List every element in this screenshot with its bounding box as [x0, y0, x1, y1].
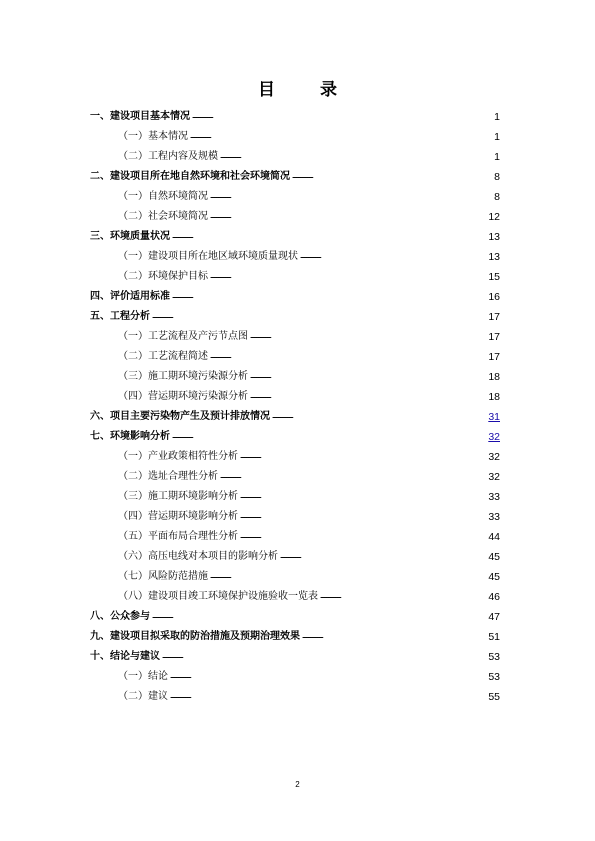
- dot-leader: [280, 553, 486, 563]
- toc-page-number: 1: [494, 111, 500, 123]
- toc-subsection-entry[interactable]: [90, 686, 500, 706]
- toc-page-number: 45: [488, 551, 500, 563]
- toc-section-entry[interactable]: [90, 406, 500, 426]
- toc-entry-text: （八）建设项目竣工环境保护设施验收一览表: [118, 591, 318, 602]
- toc-page-number: 33: [488, 511, 500, 523]
- toc-page-number: 51: [488, 631, 500, 643]
- toc-section-entry[interactable]: [90, 166, 500, 186]
- dot-leader: [152, 313, 486, 323]
- toc-page-number: 44: [488, 531, 500, 543]
- toc-page-number: 17: [488, 331, 500, 343]
- page-number: 2: [295, 780, 300, 789]
- toc-entry-text: （一）基本情况: [118, 131, 188, 142]
- dot-leader: [210, 353, 486, 363]
- toc-subsection-entry[interactable]: [90, 346, 500, 366]
- toc-entry-text: 七、环境影响分析: [90, 431, 170, 442]
- toc-subsection-entry[interactable]: [90, 586, 500, 606]
- toc-subsection-entry[interactable]: [90, 146, 500, 166]
- toc-subsection-entry[interactable]: [90, 566, 500, 586]
- toc-page-number: 8: [494, 171, 500, 183]
- toc-entry-text: 九、建设项目拟采取的防治措施及预期治理效果: [90, 631, 300, 642]
- dot-leader: [240, 513, 486, 523]
- toc-entry-text: （一）工艺流程及产污节点图: [118, 331, 248, 342]
- dot-leader: [250, 333, 486, 343]
- dot-leader: [300, 253, 486, 263]
- toc-entry-text: （二）建议: [118, 691, 168, 702]
- dot-leader: [210, 273, 486, 283]
- dot-leader: [172, 293, 486, 303]
- dot-leader: [240, 533, 486, 543]
- dot-leader: [210, 573, 486, 583]
- toc-entry-text: 五、工程分析: [90, 311, 150, 322]
- dot-leader: [250, 373, 486, 383]
- toc-entry-text: （一）结论: [118, 671, 168, 682]
- dot-leader: [170, 693, 486, 703]
- toc-page-number: 18: [488, 371, 500, 383]
- dot-leader: [272, 413, 486, 423]
- toc-subsection-entry[interactable]: [90, 526, 500, 546]
- toc-entry-text: （二）环境保护目标: [118, 271, 208, 282]
- dot-leader: [170, 673, 486, 683]
- dot-leader: [220, 473, 486, 483]
- toc-entry-text: （二）工程内容及规模: [118, 151, 218, 162]
- toc-subsection-entry[interactable]: [90, 266, 500, 286]
- toc-subsection-entry[interactable]: [90, 466, 500, 486]
- toc-entry-text: （二）选址合理性分析: [118, 471, 218, 482]
- toc-subsection-entry[interactable]: [90, 546, 500, 566]
- dot-leader: [292, 173, 492, 183]
- dot-leader: [172, 233, 486, 243]
- toc-page-number: 18: [488, 391, 500, 403]
- toc-page-number: 47: [488, 611, 500, 623]
- toc-entry-text: 十、结论与建议: [90, 651, 160, 662]
- dot-leader: [250, 393, 486, 403]
- toc-subsection-entry[interactable]: [90, 206, 500, 226]
- toc-page-number: 1: [494, 131, 500, 143]
- toc-entry-text: （四）营运期环境污染源分析: [118, 391, 248, 402]
- dot-leader: [240, 493, 486, 503]
- toc-section-entry[interactable]: [90, 286, 500, 306]
- toc-entry-text: （四）营运期环境影响分析: [118, 511, 238, 522]
- toc-page-number: 1: [494, 151, 500, 163]
- toc-page-number: 17: [488, 311, 500, 323]
- dot-leader: [152, 613, 486, 623]
- toc-page-number: 53: [488, 651, 500, 663]
- toc-section-entry[interactable]: [90, 426, 500, 446]
- toc-section-entry[interactable]: [90, 646, 500, 666]
- toc-page-number: 53: [488, 671, 500, 683]
- toc-entry-text: （三）施工期环境影响分析: [118, 491, 238, 502]
- toc-entry-text: （三）施工期环境污染源分析: [118, 371, 248, 382]
- toc-page-number: 15: [488, 271, 500, 283]
- toc-subsection-entry[interactable]: [90, 506, 500, 526]
- dot-leader: [302, 633, 486, 643]
- toc-entry-text: 三、环境质量状况: [90, 231, 170, 242]
- toc-subsection-entry[interactable]: [90, 486, 500, 506]
- toc-page-number: 17: [488, 351, 500, 363]
- toc-subsection-entry[interactable]: [90, 126, 500, 146]
- toc-page-number: 45: [488, 571, 500, 583]
- toc-entry-text: （七）风险防范措施: [118, 571, 208, 582]
- toc-page-number: 32: [488, 471, 500, 483]
- toc-subsection-entry[interactable]: [90, 666, 500, 686]
- dot-leader: [210, 213, 486, 223]
- toc-section-entry[interactable]: [90, 306, 500, 326]
- toc-page-number: 16: [488, 291, 500, 303]
- toc-page-number: 32: [488, 451, 500, 463]
- toc-subsection-entry[interactable]: [90, 366, 500, 386]
- toc-subsection-entry[interactable]: [90, 246, 500, 266]
- toc-entry-text: （一）自然环境简况: [118, 191, 208, 202]
- toc-page-number: 33: [488, 491, 500, 503]
- toc-page-link[interactable]: 31: [488, 411, 500, 423]
- toc-section-entry[interactable]: [90, 606, 500, 626]
- toc-entry-text: （一）产业政策相符性分析: [118, 451, 238, 462]
- toc-subsection-entry[interactable]: [90, 326, 500, 346]
- toc-page-number: 12: [488, 211, 500, 223]
- toc-entry-text: （二）社会环境简况: [118, 211, 208, 222]
- toc-page-number: 46: [488, 591, 500, 603]
- toc-subsection-entry[interactable]: [90, 446, 500, 466]
- toc-page-number: 55: [488, 691, 500, 703]
- toc-title: 目 录: [258, 80, 351, 100]
- toc-section-entry[interactable]: [90, 626, 500, 646]
- toc-subsection-entry[interactable]: [90, 186, 500, 206]
- dot-leader: [240, 453, 486, 463]
- dot-leader: [172, 433, 486, 443]
- dot-leader: [192, 113, 492, 123]
- table-of-contents: [90, 106, 500, 706]
- toc-entry-text: （五）平面布局合理性分析: [118, 531, 238, 542]
- toc-page-number: 13: [488, 251, 500, 263]
- toc-section-entry[interactable]: [90, 226, 500, 246]
- dot-leader: [320, 593, 486, 603]
- toc-page-number: 13: [488, 231, 500, 243]
- toc-entry-text: （一）建设项目所在地区域环境质量现状: [118, 251, 298, 262]
- toc-entry-text: （二）工艺流程简述: [118, 351, 208, 362]
- toc-entry-text: 一、建设项目基本情况: [90, 111, 190, 122]
- toc-entry-text: 二、建设项目所在地自然环境和社会环境简况: [90, 171, 290, 182]
- toc-entry-text: 八、公众参与: [90, 611, 150, 622]
- toc-section-entry[interactable]: [90, 106, 500, 126]
- toc-page-number: 8: [494, 191, 500, 203]
- dot-leader: [220, 153, 492, 163]
- toc-entry-text: 六、项目主要污染物产生及预计排放情况: [90, 411, 270, 422]
- dot-leader: [162, 653, 486, 663]
- toc-subsection-entry[interactable]: [90, 386, 500, 406]
- dot-leader: [210, 193, 492, 203]
- toc-page-link[interactable]: 32: [488, 431, 500, 443]
- toc-entry-text: （六）高压电线对本项目的影响分析: [118, 551, 278, 562]
- dot-leader: [190, 133, 492, 143]
- toc-entry-text: 四、评价适用标准: [90, 291, 170, 302]
